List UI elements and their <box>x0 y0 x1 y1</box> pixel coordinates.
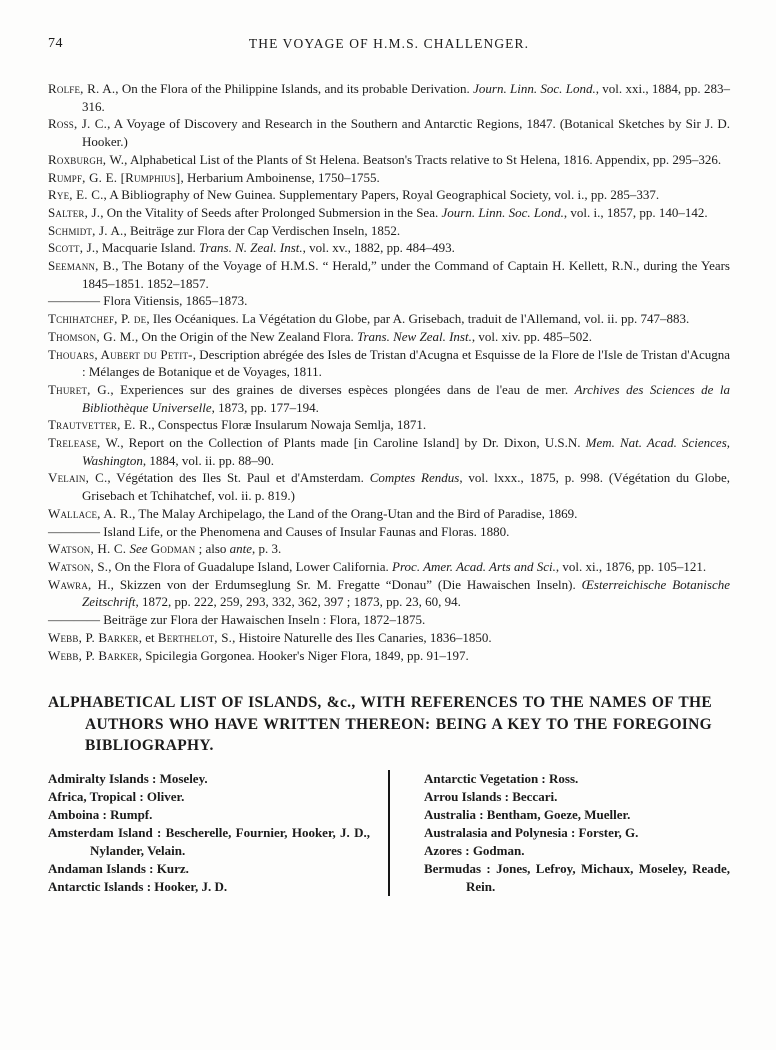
key-item: Bermudas : Jones, Lefroy, Michaux, Moseley, Reade, Rein. <box>423 860 730 894</box>
bibliography-entry: Trautvetter, E. R., Conspectus Floræ Insularum Nowaja Semlja, 1871. <box>48 417 427 433</box>
bibliography-entry: ———— Island Life, or the Phenomena and Causes of Insular Faunas and Floras. 1880. <box>48 523 510 539</box>
key-item: Australasia and Polynesia : Forster, G. <box>423 824 639 840</box>
running-title: THE VOYAGE OF H.M.S. CHALLENGER. <box>248 36 530 51</box>
bibliography-entry: Webb, P. Barker, Spicilegia Gorgonea. Hooker's Niger Flora, 1849, pp. 91–197. <box>48 647 469 663</box>
bibliography-entry: Velain, C., Végétation des Iles St. Paul et d'Amsterdam. Comptes Rendus, vol. lxxx., 1875, p. 998. (Végétation du Globe, Grisebach et Tchihatchef, vol. ii. p. 819.) <box>48 470 730 504</box>
bibliography-entry: Scott, J., Macquarie Island. Trans. N. Zeal. Inst., vol. xv., 1882, pp. 484–493. <box>48 240 455 256</box>
key-item: Antarctic Islands : Hooker, J. D. <box>48 878 228 894</box>
bibliography-entry: ———— Flora Vitiensis, 1865–1873. <box>48 293 248 309</box>
key-item: Amboina : Rumpf. <box>48 806 153 822</box>
bibliography-entry: Seemann, B., The Botany of the Voyage of H.M.S. “ Herald,” under the Command of Captain H. Kellett, R.N., during the Years 1845–1851. 1852–1857. <box>48 258 730 291</box>
bibliography-entry: Thuret, G., Experiences sur des graines de diverses espèces plongées dans de l'eau de mer. Archives des Sciences de la Bibliothèque Universelle, 1873, pp. 177–194. <box>48 381 731 415</box>
key-item: Azores : Godman. <box>423 842 525 858</box>
islands-key-heading: ALPHABETICAL LIST OF ISLANDS, &c., WITH REFERENCES TO THE NAMES OF THE AUTHORS WHO HAVE WRITTEN THEREON: BEING A KEY TO THE FOREGOING BIBLIOGRAPHY. <box>48 694 712 755</box>
page-number: 74 <box>48 36 63 51</box>
bibliography-entry: ———— Beiträge zur Flora der Hawaischen Inseln : Flora, 1872–1875. <box>48 612 426 628</box>
bibliography-list <box>48 80 730 664</box>
bibliography-entry: Tchihatchef, P. de, Iles Océaniques. La Végétation du Globe, par A. Grisebach, traduit de l'Allemand, vol. ii. pp. 747–883. <box>48 311 690 327</box>
key-column-right <box>390 770 730 896</box>
key-item: Andaman Islands : Kurz. <box>48 860 189 876</box>
islands-key-section <box>48 692 730 896</box>
bibliography-entry: Schmidt, J. A., Beiträge zur Flora der Cap Verdischen Inseln, 1852. <box>48 222 401 238</box>
bibliography-entry: Thouars, Aubert du Petit-, Description abrégée des Isles de Tristan d'Acugna et Esquisse de la Flore de l'Isle de Tristan d'Acugna : Mélanges de Botanique et de Voyages, 1811. <box>48 346 730 380</box>
bibliography-entry: Thomson, G. M., On the Origin of the New Zealand Flora. Trans. New Zeal. Inst., vol. xiv. pp. 485–502. <box>48 328 592 344</box>
key-item: Amsterdam Island : Bescherelle, Fournier, Hooker, J. D., Nylander, Velain. <box>48 824 370 858</box>
bibliography-entry: Wallace, A. R., The Malay Archipelago, the Land of the Orang-Utan and the Bird of Paradise, 1869. <box>48 505 578 521</box>
bibliography-entry: Ross, J. C., A Voyage of Discovery and Research in the Southern and Antarctic Regions, 1847. (Botanical Sketches by Sir J. D. Hooker.) <box>48 116 730 150</box>
bibliography-entry: Webb, P. Barker, et Berthelot, S., Histoire Naturelle des Iles Canaries, 1836–1850. <box>48 629 492 645</box>
bibliography-entry: Trelease, W., Report on the Collection of Plants made [in Caroline Island] by Dr. Dixon, U.S.N. Mem. Nat. Acad. Sciences, Washington, 1884, vol. ii. pp. 88–90. <box>48 435 731 468</box>
bibliography-entry: Rye, E. C., A Bibliography of New Guinea. Supplementary Papers, Royal Geographical Society, vol. i., pp. 285–337. <box>48 187 660 203</box>
bibliography-entry: Watson, H. C. See Godman ; also ante, p. 3. <box>48 541 282 557</box>
bibliography-entry: Rolfe, R. A., On the Flora of the Philippine Islands, and its probable Derivation. Journ. Linn. Soc. Lond., vol. xxi., 1884, pp. 283–316. <box>48 81 730 114</box>
key-column-left <box>48 770 388 896</box>
bibliography-entry: Rumpf, G. E. [Rumphius], Herbarium Amboinense, 1750–1755. <box>48 169 380 185</box>
key-item: Arrou Islands : Beccari. <box>423 788 558 804</box>
key-item: Admiralty Islands : Moseley. <box>48 770 208 786</box>
bibliography-entry: Watson, S., On the Flora of Guadalupe Island, Lower California. Proc. Amer. Acad. Arts and Sci., vol. xi., 1876, pp. 105–121. <box>48 558 707 574</box>
bibliography-entry: Wawra, H., Skizzen von der Erdumseglung Sr. M. Fregatte “Donau” (Die Hawaischen Inseln). Œsterreichische Botanische Zeitschrift, 1872, pp. 222, 259, 293, 332, 362, 397 ; 1873, pp. 23, 60, 94. <box>48 576 730 610</box>
key-item: Australia : Bentham, Goeze, Mueller. <box>423 806 631 822</box>
key-columns <box>48 770 730 896</box>
page-header <box>48 36 730 56</box>
bibliography-entry: Roxburgh, W., Alphabetical List of the Plants of St Helena. Beatson's Tracts relative to St Helena, 1816. Appendix, pp. 295–326. <box>48 151 722 167</box>
key-item: Africa, Tropical : Oliver. <box>48 788 185 804</box>
key-item: Antarctic Vegetation : Ross. <box>423 770 579 786</box>
bibliography-entry: Salter, J., On the Vitality of Seeds after Prolonged Submersion in the Sea. Journ. Linn. Soc. Lond., vol. i., 1857, pp. 140–142. <box>48 204 708 220</box>
